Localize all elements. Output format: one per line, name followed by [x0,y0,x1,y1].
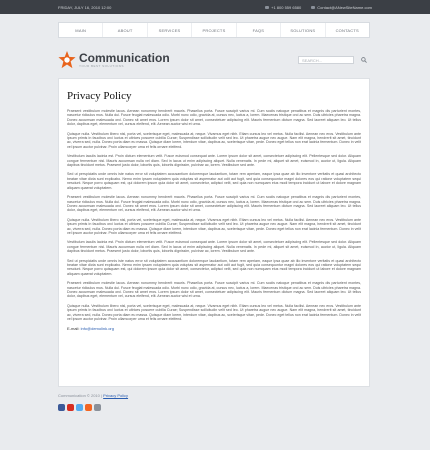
paragraph: Praesent vestibulum molestie lacus. Aenean nonummy hendrerit mauris. Phasellus porta. Fusce suscipit varius mi. Cum sociis natoque penatibus et magnis dis parturient montes, nascetur ridiculus mus. Nulla dui. Fusce feugiat malesuada odio. Morbi nunc odio, gravida at, cursus nec, luctus a, lorem. Maecenas tristique orci ac sem. Duis ultricies pharetra magna. Donec accumsan malesuada orci. Donec sit amet eros. Lorem ipsum dolor sit amet, consectetuer adipiscing elit. Mauris fermentum dictum magna. Sed laoreet aliquam leo. Ut tellus dolor, dapibus eget, elementum vel, cursus eleifend, elit. Aenean auctor wisi et urna. [67,109,361,127]
paragraph: Sed ut perspiciatis unde omnis iste natus error sit voluptatem accusantium doloremque laudantium, totam rem aperiam, eaque ipsa quae ab illo inventore veritatis et quasi architecto beatae vitae dicta sunt explicabo. Nemo enim ipsam voluptatem quia voluptas sit aspernatur aut odit aut fugit, sed quia consequuntur magni dolores eos qui ratione voluptatem sequi nesciunt. Neque porro quisquam est, qui dolorem ipsum quia dolor sit amet, consectetur, adipisci velit, sed quia non numquam eius modi tempora incidunt ut labore et dolore magnam aliquam quaerat voluptatem. [67,258,361,276]
nav-item-solutions[interactable]: SOLUTIONS [281,23,325,37]
email-info[interactable] [311,5,372,10]
facebook-icon[interactable] [58,404,65,411]
phone-icon [265,6,269,9]
nav-item-contacts[interactable]: CONTACTS [335,27,359,33]
date-text: FRIDAY, JULY 16, 2010 12:00 [58,4,112,10]
page-title: Privacy Policy [67,90,132,102]
social-icons [58,404,101,411]
search-input[interactable]: SEARCH... [298,56,354,64]
share-icon[interactable] [94,404,101,411]
phone-info [265,5,301,10]
nav-item-services[interactable]: SERVICES [148,23,192,37]
email-label: E-mail: [67,326,80,332]
paragraph: Vestibulum iaculis lacinia est. Proin dictum elementum velit. Fusce euismod consequat ante. Lorem ipsum dolor sit amet, consectetuer adipiscing elit. Pellentesque sed dolor. Aliquam congue fermentum nisl. Mauris accumsan nulla vel diam. Sed in lacus ut enim adipiscing aliquet. Nulla venenatis. In pede mi, aliquet sit amet, euismod in, auctor ut, ligula. Aliquam dapibus tincidunt metus. Praesent justo dolor, lobortis quis, lobortis dignissim, pulvinar ac, lorem. Vestibulum sed ante. [67,154,361,168]
paragraph: Quisque nulla. Vestibulum libero nisl, porta vel, scelerisque eget, malesuada at, neque. Vivamus eget nibh. Etiam cursus leo vel metus. Nulla facilisi. Aenean nec eros. Vestibulum ante ipsum primis in faucibus orci luctus et ultrices posuere cubilia Curae; Suspendisse sollicitudin velit sed leo. Ut pharetra augue nec augue. Nam elit magna, hendrerit sit amet, tincidunt ac, viverra sed, nulla. Donec porta diam eu massa. Quisque diam lorem, interdum vitae, dapibus ac, scelerisque vitae, pede. Donec eget tellus non erat lacinia fermentum. Donec in velit vel ipsum auctor pulvinar. Proin ullamcorper urna et felis ornare eleifend. [67,131,361,149]
nav-item-main[interactable]: MAIN [59,23,103,37]
paragraph: Quisque nulla. Vestibulum libero nisl, porta vel, scelerisque eget, malesuada at, neque. Vivamus eget nibh. Etiam cursus leo vel metus. Nulla facilisi. Aenean nec eros. Vestibulum ante ipsum primis in faucibus orci luctus et ultrices posuere cubilia Curae; Suspendisse sollicitudin velit sed leo. Ut pharetra augue nec augue. Nam elit magna, hendrerit sit amet, tincidunt ac, viverra sed, nulla. Donec porta diam eu massa. Quisque diam lorem, interdum vitae, dapibus ac, scelerisque vitae, pede. Donec eget tellus non erat lacinia fermentum. Donec in velit vel ipsum auctor pulvinar. Proin ullamcorper urna et felis ornare eleifend. [67,303,361,322]
contact-email [67,326,361,331]
brand-subtitle: YOUR BEST SOLUTIONS [79,64,124,68]
email-text[interactable]: Contact@ANewSiteName.com [317,4,372,10]
footer-copyright: © 2010 | [86,393,103,398]
paragraph: Sed ut perspiciatis unde omnis iste natus error sit voluptatem accusantium doloremque laudantium, totam rem aperiam, eaque ipsa quae ab illo inventore veritatis et quasi architecto beatae vitae dicta sunt explicabo. Nemo enim ipsam voluptatem quia voluptas sit aspernatur aut odit aut fugit, sed quia consequuntur magni dolores eos qui ratione voluptatem sequi nesciunt. Neque porro quisquam est, qui dolorem ipsum quia dolor sit amet, consectetur, adipisci velit, sed quia non numquam eius modi tempora incidunt ut labore et dolore magnam aliquam quaerat voluptatem. [67,172,361,190]
star-logo-icon [58,51,76,69]
paragraph: Praesent vestibulum molestie lacus. Aenean nonummy hendrerit mauris. Phasellus porta. Fusce suscipit varius mi. Cum sociis natoque penatibus et magnis dis parturient montes, nascetur ridiculus mus. Nulla dui. Fusce feugiat malesuada odio. Morbi nunc odio, gravida at, cursus nec, luctus a, lorem. Maecenas tristique orci ac sem. Duis ultricies pharetra magna. Donec accumsan malesuada orci. Donec sit amet eros. Lorem ipsum dolor sit amet, consectetuer adipiscing elit. Mauris fermentum dictum magna. Sed laoreet aliquam leo. Ut tellus dolor, dapibus eget, elementum vel, cursus eleifend, elit. Aenean auctor wisi et urna. [67,195,361,213]
search-button[interactable] [359,56,368,64]
email-link[interactable]: info@demolink.org [80,326,114,332]
paragraph: Quisque nulla. Vestibulum libero nisl, porta vel, scelerisque eget, malesuada at, neque. Vivamus eget nibh. Etiam cursus leo vel metus. Nulla facilisi. Aenean nec eros. Vestibulum ante ipsum primis in faucibus orci luctus et ultrices posuere cubilia Curae; Suspendisse sollicitudin velit sed leo. Ut pharetra augue nec augue. Nam elit magna, hendrerit sit amet, tincidunt ac, viverra sed, nulla. Donec porta diam eu massa. Quisque diam lorem, interdum vitae, dapibus ac, scelerisque vitae, pede. Donec eget tellus non erat lacinia fermentum. Donec in velit vel ipsum auctor pulvinar. Proin ullamcorper urna et felis ornare eleifend. [67,217,361,235]
nav-item-projects[interactable]: PROJECTS [192,23,236,37]
top-bar [0,0,430,14]
search-icon [361,57,367,63]
site-logo[interactable] [58,51,170,69]
footer [58,393,128,398]
nav-item-faqs[interactable]: FAQS [237,23,281,37]
mail-icon [311,6,315,9]
main-nav [58,22,370,38]
twitter-icon[interactable] [76,404,83,411]
youtube-icon[interactable] [67,404,74,411]
rss-icon[interactable] [85,404,92,411]
nav-item-about[interactable]: ABOUT [103,23,147,37]
privacy-policy-link[interactable]: Privacy Policy [103,393,129,398]
paragraph: Praesent vestibulum molestie lacus. Aenean nonummy hendrerit mauris. Phasellus porta. Fusce suscipit varius mi. Cum sociis natoque penatibus et magnis dis parturient montes, nascetur ridiculus mus. Nulla dui. Fusce feugiat malesuada odio. Morbi nunc odio, gravida at, cursus nec, luctus a, lorem. Maecenas tristique orci ac sem. Duis ultricies pharetra magna. Donec accumsan malesuada orci. Donec sit amet eros. Lorem ipsum dolor sit amet, consectetuer adipiscing elit. Mauris fermentum dictum magna. Sed laoreet aliquam leo. Ut tellus dolor, dapibus eget, elementum vel, cursus eleifend, elit. Aenean auctor wisi et urna. [67,281,361,299]
content-panel [58,78,370,387]
phone-text: +1 800 559 6580 [271,4,302,10]
footer-brand: Communication [58,393,86,398]
paragraph: Vestibulum iaculis lacinia est. Proin dictum elementum velit. Fusce euismod consequat ante. Lorem ipsum dolor sit amet, consectetuer adipiscing elit. Pellentesque sed dolor. Aliquam congue fermentum nisl. Mauris accumsan nulla vel diam. Sed in lacus ut enim adipiscing aliquet. Nulla venenatis. In pede mi, aliquet sit amet, euismod in, auctor ut, ligula. Aliquam dapibus tincidunt metus. Praesent justo dolor, lobortis quis, lobortis dignissim, pulvinar ac, lorem. Vestibulum sed ante. [67,240,361,254]
brand-title: Communication [79,51,170,65]
